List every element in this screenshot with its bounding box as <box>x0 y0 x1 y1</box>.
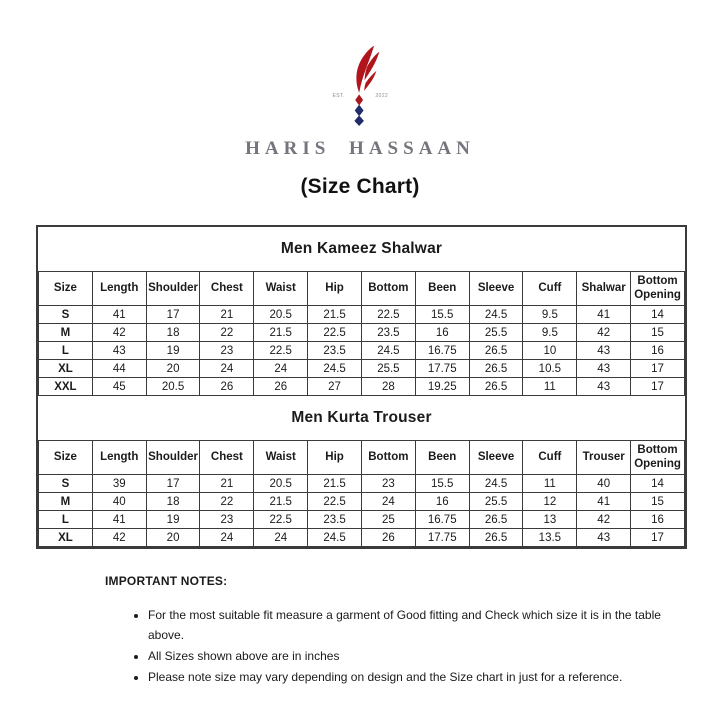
value-cell: 11 <box>523 475 577 493</box>
column-header: Chest <box>200 272 254 306</box>
value-cell: 25.5 <box>361 360 415 378</box>
column-header: Size <box>39 441 93 475</box>
value-cell: 42 <box>92 529 146 547</box>
value-cell: 19.25 <box>415 378 469 396</box>
column-header: Cuff <box>523 272 577 306</box>
value-cell: 21 <box>200 475 254 493</box>
gem-diamonds-icon <box>354 94 364 126</box>
value-cell: 26.5 <box>469 511 523 529</box>
value-cell: 23.5 <box>308 342 362 360</box>
value-cell: 42 <box>577 324 631 342</box>
size-cell: M <box>39 493 93 511</box>
value-cell: 15 <box>631 324 685 342</box>
value-cell: 16 <box>631 342 685 360</box>
size-cell: XXL <box>39 378 93 396</box>
value-cell: 17 <box>631 378 685 396</box>
value-cell: 24.5 <box>469 306 523 324</box>
value-cell: 17 <box>146 475 200 493</box>
column-header: Waist <box>254 272 308 306</box>
column-header: Size <box>39 272 93 306</box>
value-cell: 26.5 <box>469 378 523 396</box>
value-cell: 10.5 <box>523 360 577 378</box>
value-cell: 17.75 <box>415 529 469 547</box>
value-cell: 41 <box>92 306 146 324</box>
value-cell: 17 <box>631 529 685 547</box>
value-cell: 24.5 <box>308 360 362 378</box>
column-header-row <box>39 272 685 306</box>
value-cell: 43 <box>577 378 631 396</box>
value-cell: 16.75 <box>415 511 469 529</box>
value-cell: 24 <box>200 360 254 378</box>
value-cell: 44 <box>92 360 146 378</box>
value-cell: 43 <box>92 342 146 360</box>
value-cell: 16 <box>415 493 469 511</box>
value-cell: 16 <box>415 324 469 342</box>
column-header: Been <box>415 441 469 475</box>
notes-heading: IMPORTANT NOTES: <box>105 574 228 588</box>
value-cell: 20.5 <box>254 475 308 493</box>
note-item: • Please note size may vary depending on design and the Size chart in just for a reference. <box>148 667 680 687</box>
value-cell: 22 <box>200 324 254 342</box>
value-cell: 15.5 <box>415 475 469 493</box>
value-cell: 26 <box>200 378 254 396</box>
value-cell: 26 <box>361 529 415 547</box>
value-cell: 23 <box>200 342 254 360</box>
year-label: 2022 <box>375 92 389 99</box>
column-header: Hip <box>308 272 362 306</box>
value-cell: 43 <box>577 342 631 360</box>
column-header: Cuff <box>523 441 577 475</box>
value-cell: 11 <box>523 378 577 396</box>
value-cell: 21.5 <box>308 306 362 324</box>
table-title-row <box>39 227 685 272</box>
column-header: Shalwar <box>577 272 631 306</box>
value-cell: 22.5 <box>254 511 308 529</box>
table-row <box>39 493 685 511</box>
value-cell: 14 <box>631 306 685 324</box>
column-header: Hip <box>308 441 362 475</box>
value-cell: 13 <box>523 511 577 529</box>
value-cell: 40 <box>577 475 631 493</box>
column-header: Shoulder <box>146 272 200 306</box>
column-header: Length <box>92 272 146 306</box>
value-cell: 24 <box>361 493 415 511</box>
value-cell: 24 <box>254 529 308 547</box>
value-cell: 25.5 <box>469 324 523 342</box>
size-cell: L <box>39 511 93 529</box>
value-cell: 45 <box>92 378 146 396</box>
brand-logo <box>308 44 412 126</box>
value-cell: 41 <box>577 306 631 324</box>
column-header: Sleeve <box>469 272 523 306</box>
column-header: Bottom Opening <box>631 272 685 306</box>
notes-list <box>105 605 680 688</box>
value-cell: 9.5 <box>523 306 577 324</box>
value-cell: 21 <box>200 306 254 324</box>
value-cell: 12 <box>523 493 577 511</box>
value-cell: 25 <box>361 511 415 529</box>
value-cell: 22.5 <box>254 342 308 360</box>
value-cell: 23 <box>200 511 254 529</box>
column-header: Shoulder <box>146 441 200 475</box>
value-cell: 26.5 <box>469 360 523 378</box>
column-header: Bottom <box>361 441 415 475</box>
value-cell: 10 <box>523 342 577 360</box>
value-cell: 28 <box>361 378 415 396</box>
table-row <box>39 378 685 396</box>
table-row <box>39 342 685 360</box>
value-cell: 17.75 <box>415 360 469 378</box>
table-row <box>39 529 685 547</box>
feather-icon <box>356 46 379 93</box>
column-header: Been <box>415 272 469 306</box>
value-cell: 23.5 <box>308 511 362 529</box>
column-header: Waist <box>254 441 308 475</box>
page-title: (Size Chart) <box>300 175 420 198</box>
est-label: EST. <box>332 92 345 99</box>
value-cell: 18 <box>146 493 200 511</box>
value-cell: 22.5 <box>308 324 362 342</box>
value-cell: 27 <box>308 378 362 396</box>
value-cell: 41 <box>92 511 146 529</box>
value-cell: 21.5 <box>254 493 308 511</box>
value-cell: 24 <box>254 360 308 378</box>
value-cell: 24.5 <box>308 529 362 547</box>
column-header: Bottom <box>361 272 415 306</box>
column-header: Sleeve <box>469 441 523 475</box>
value-cell: 18 <box>146 324 200 342</box>
value-cell: 22 <box>200 493 254 511</box>
value-cell: 23 <box>361 475 415 493</box>
size-cell: S <box>39 306 93 324</box>
value-cell: 21.5 <box>254 324 308 342</box>
table-title: Men Kurta Trouser <box>39 396 685 441</box>
table-row <box>39 360 685 378</box>
column-header: Trouser <box>577 441 631 475</box>
size-cell: XL <box>39 529 93 547</box>
value-cell: 15.5 <box>415 306 469 324</box>
table-title-row <box>39 396 685 441</box>
column-header: Bottom Opening <box>631 441 685 475</box>
value-cell: 9.5 <box>523 324 577 342</box>
value-cell: 22.5 <box>308 493 362 511</box>
value-cell: 20.5 <box>254 306 308 324</box>
value-cell: 26 <box>254 378 308 396</box>
size-chart-box <box>36 225 687 549</box>
table-row <box>39 324 685 342</box>
value-cell: 26.5 <box>469 529 523 547</box>
value-cell: 42 <box>577 511 631 529</box>
value-cell: 13.5 <box>523 529 577 547</box>
value-cell: 21.5 <box>308 475 362 493</box>
note-item: • For the most suitable fit measure a garment of Good fitting and Check which size it is in the table above. <box>148 605 680 645</box>
value-cell: 39 <box>92 475 146 493</box>
size-cell: XL <box>39 360 93 378</box>
value-cell: 20 <box>146 529 200 547</box>
value-cell: 14 <box>631 475 685 493</box>
value-cell: 41 <box>577 493 631 511</box>
value-cell: 17 <box>146 306 200 324</box>
value-cell: 22.5 <box>361 306 415 324</box>
size-table-men-kameez-shalwar <box>38 227 685 396</box>
value-cell: 24.5 <box>361 342 415 360</box>
value-cell: 24 <box>200 529 254 547</box>
value-cell: 19 <box>146 342 200 360</box>
size-cell: M <box>39 324 93 342</box>
value-cell: 42 <box>92 324 146 342</box>
document-header <box>0 0 720 199</box>
value-cell: 24.5 <box>469 475 523 493</box>
important-notes-section <box>105 574 680 688</box>
value-cell: 20 <box>146 360 200 378</box>
brand-name: HARIS HASSAAN <box>245 138 475 159</box>
value-cell: 20.5 <box>146 378 200 396</box>
column-header: Chest <box>200 441 254 475</box>
value-cell: 23.5 <box>361 324 415 342</box>
column-header: Length <box>92 441 146 475</box>
value-cell: 40 <box>92 493 146 511</box>
value-cell: 16 <box>631 511 685 529</box>
value-cell: 43 <box>577 360 631 378</box>
value-cell: 15 <box>631 493 685 511</box>
value-cell: 16.75 <box>415 342 469 360</box>
value-cell: 19 <box>146 511 200 529</box>
table-row <box>39 306 685 324</box>
value-cell: 26.5 <box>469 342 523 360</box>
size-cell: S <box>39 475 93 493</box>
value-cell: 17 <box>631 360 685 378</box>
table-title: Men Kameez Shalwar <box>39 227 685 272</box>
table-row <box>39 475 685 493</box>
value-cell: 25.5 <box>469 493 523 511</box>
size-cell: L <box>39 342 93 360</box>
value-cell: 43 <box>577 529 631 547</box>
size-table-men-kurta-trouser <box>38 396 685 547</box>
table-row <box>39 511 685 529</box>
note-item: • All Sizes shown above are in inches <box>148 646 680 666</box>
column-header-row <box>39 441 685 475</box>
